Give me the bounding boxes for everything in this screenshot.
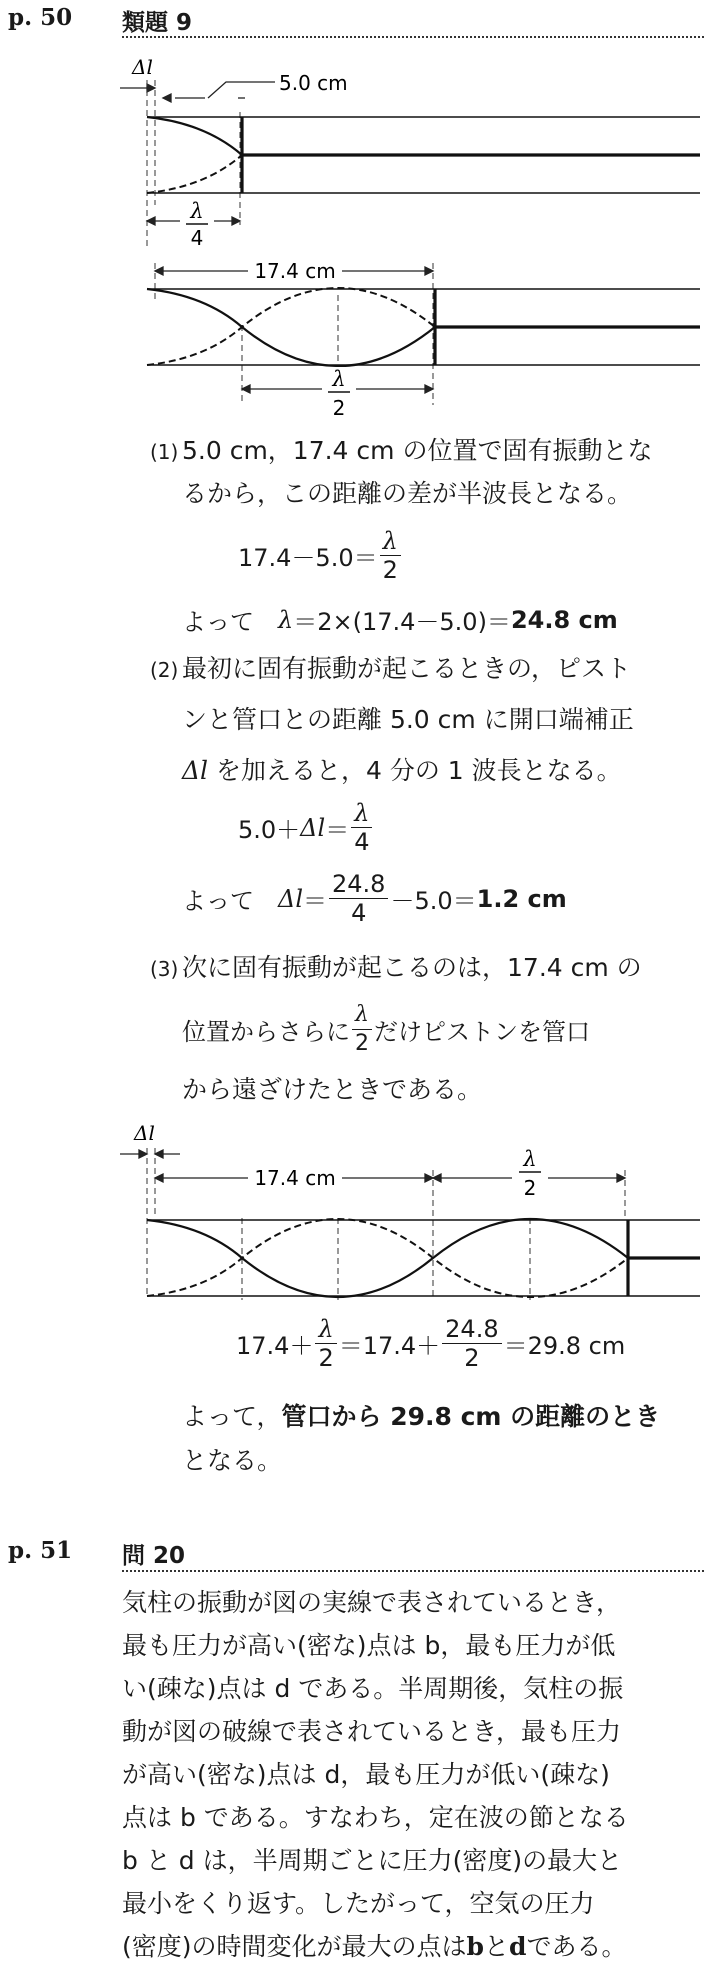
q20-last-post: である。: [526, 1932, 627, 1961]
frac-num: λ: [352, 1002, 372, 1030]
diagram-first-resonance: [0, 50, 720, 250]
answer-value: 管口から 29.8 cm の距離のとき: [281, 1402, 661, 1431]
answer-value: 24.8 cm: [510, 605, 618, 634]
q3-equation: [236, 1316, 625, 1371]
frac-num: 24.8: [329, 871, 388, 899]
title-underline: [122, 36, 704, 38]
delta-l-symbol: Δl: [278, 884, 304, 913]
section-title: 問 20: [122, 1543, 186, 1569]
answer-b: b: [466, 1932, 484, 1961]
lambda-denominator: 4: [190, 226, 204, 250]
frac-num: λ: [351, 800, 372, 828]
lambda-denominator: 2: [332, 396, 346, 420]
q20-last-mid: と: [484, 1932, 510, 1961]
q20-line: 最も圧力が高い(密な)点は b，最も圧力が低: [122, 1631, 616, 1660]
delta-l-symbol: Δl: [300, 813, 326, 842]
eq-lhs: 5.0＋: [238, 816, 301, 844]
q1-line-1: 5.0 cm，17.4 cm の位置で固有振動とな: [182, 436, 653, 465]
eq-part-c: ＝29.8 cm: [503, 1332, 626, 1360]
q3-line-3: から遠ざけたときである。: [182, 1075, 483, 1104]
q3-line-2: [182, 1002, 590, 1057]
q20-last-pre: (密度)の時間変化が最大の点は: [122, 1932, 467, 1961]
q20-line: 動が図の破線で表されているとき，最も圧力: [122, 1717, 622, 1746]
answer-tail: －5.0＝: [390, 887, 477, 915]
answer-value: 1.2 cm: [476, 884, 567, 913]
answer-prefix: よって，: [182, 1402, 282, 1431]
frac-den: 2: [382, 556, 398, 584]
delta-l-label: Δl: [132, 55, 153, 79]
q1-equation: [238, 528, 403, 583]
page-number: p. 51: [8, 1537, 73, 1564]
q20-line: 最小をくり返す。したがって，空気の圧力: [122, 1889, 595, 1918]
eq-part-a: 17.4＋: [236, 1332, 314, 1360]
title-underline: [122, 1570, 704, 1572]
section-title: 類題 9: [122, 10, 193, 36]
lambda-symbol: λ: [278, 605, 294, 634]
q3-line-2-pre: 位置からさらに: [182, 1018, 350, 1046]
eq-lhs: 17.4－5.0＝: [238, 544, 378, 572]
frac-den: 2: [355, 1031, 369, 1056]
item-number-2: (2): [150, 658, 179, 682]
q1-line-2: るから，この距離の差が半波長となる。: [182, 479, 633, 508]
frac-num: 24.8: [442, 1316, 501, 1344]
q3-line-1: 次に固有振動が起こるのは，17.4 cm の: [182, 953, 642, 982]
diagram-third-resonance: [0, 1118, 720, 1308]
lambda-label: λ: [190, 199, 204, 223]
diagram-second-resonance: [0, 255, 720, 425]
page-number: p. 50: [8, 4, 73, 31]
q3-answer-line-2: となる。: [182, 1446, 283, 1475]
dimension-label: 5.0 cm: [279, 71, 348, 95]
q2-line-1: 最初に固有振動が起こるときの，ピスト: [182, 654, 632, 683]
q3-line-2-post: だけピストンを管口: [374, 1018, 590, 1046]
q2-answer: [182, 871, 567, 926]
q20-line: が高い(密な)点は d，最も圧力が低い(疎な): [122, 1760, 610, 1789]
q20-line: い(疎な)点は d である。半周期後，気柱の振: [122, 1674, 624, 1703]
q20-line-last: [122, 1925, 629, 1968]
item-number-3: (3): [150, 957, 179, 981]
eq-part-b: ＝17.4＋: [338, 1332, 441, 1360]
q2-line-3-text: を加えると，4 分の 1 波長となる。: [208, 756, 622, 785]
q2-line-2: ンと管口との距離 5.0 cm に開口端補正: [182, 705, 634, 734]
eq-sign: ＝: [303, 887, 328, 915]
item-number-1: (1): [150, 440, 179, 464]
lambda-label: λ: [523, 1147, 537, 1171]
q2-line-3: [182, 751, 622, 790]
frac-den: 2: [464, 1344, 480, 1372]
delta-l-label: Δl: [134, 1121, 155, 1145]
frac-den: 2: [318, 1344, 334, 1372]
answer-expression: ＝2×(17.4－5.0)＝: [293, 608, 511, 636]
frac-den: 4: [351, 899, 367, 927]
q1-answer: [182, 602, 618, 637]
answer-d: d: [509, 1932, 527, 1961]
eq-sign: ＝: [325, 816, 350, 844]
answer-prefix: よって: [182, 608, 278, 636]
lambda-denominator: 2: [523, 1176, 537, 1200]
q20-line: 点は b である。すなわち，定在波の節となる: [122, 1803, 629, 1832]
q3-answer: [182, 1397, 660, 1436]
q20-line: b と d は，半周期ごとに圧力(密度)の最大と: [122, 1846, 623, 1875]
answer-prefix: よって: [182, 887, 278, 915]
q20-body: [122, 1581, 629, 1968]
delta-l-symbol: Δl: [182, 756, 209, 785]
frac-num: λ: [315, 1316, 336, 1344]
dimension-label: 17.4 cm: [254, 259, 336, 283]
frac-den: 4: [354, 828, 370, 856]
lambda-label: λ: [332, 367, 346, 391]
q2-equation: [238, 800, 374, 855]
frac-num: λ: [380, 528, 401, 556]
q20-line: 気柱の振動が図の実線で表されているとき，: [122, 1588, 622, 1617]
dimension-label: 17.4 cm: [254, 1166, 336, 1190]
